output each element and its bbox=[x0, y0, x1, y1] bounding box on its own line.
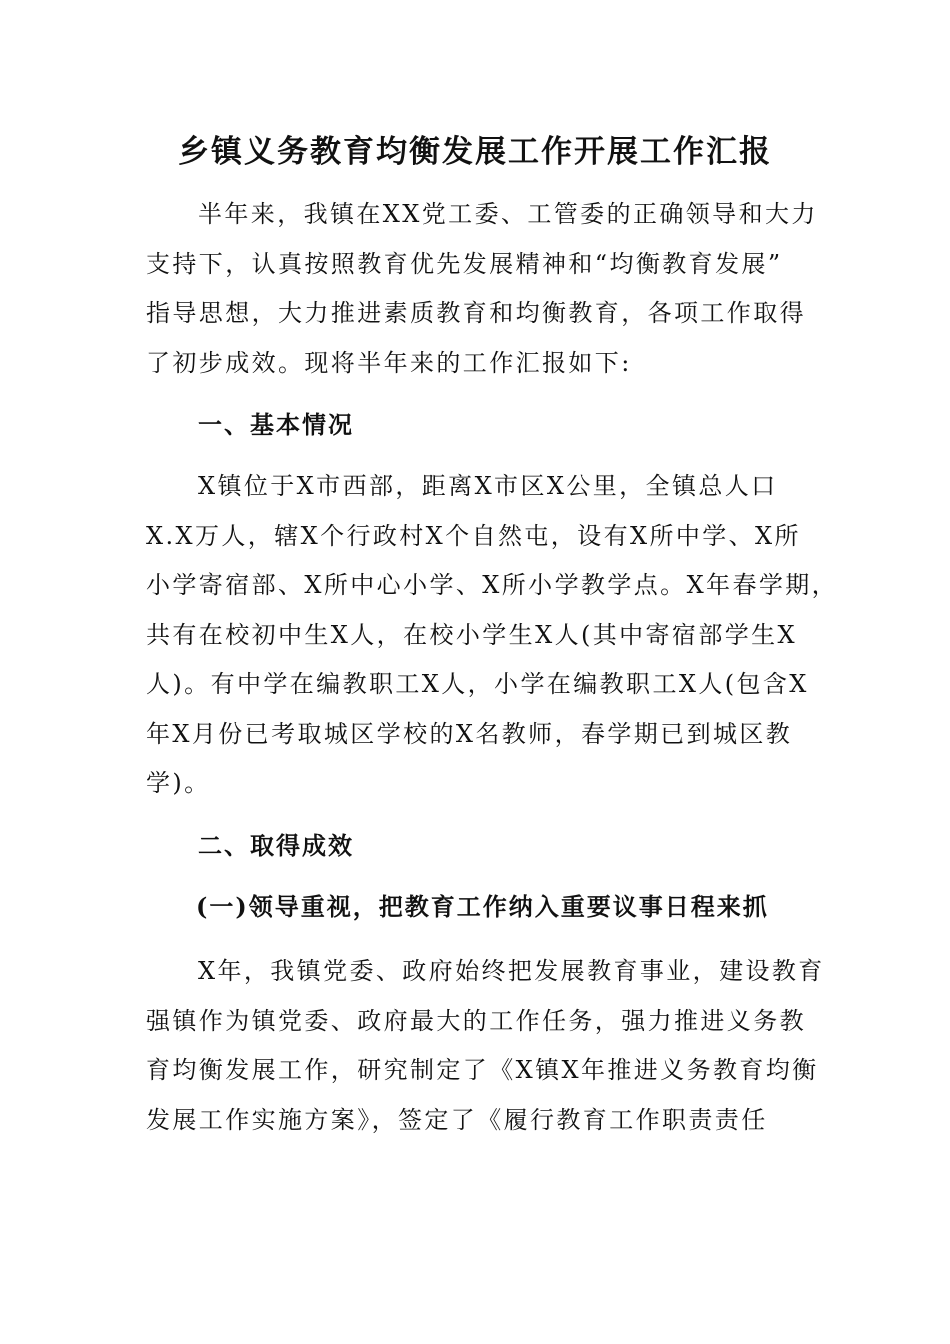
intro-line: 指导思想，大力推进素质教育和均衡教育，各项工作取得 bbox=[146, 299, 806, 327]
leadership-line: 育均衡发展工作，研究制定了《X镇X年推进义务教育均衡 bbox=[146, 1056, 819, 1084]
intro-line: 半年来，我镇在XX党工委、工管委的正确领导和大力 bbox=[198, 200, 818, 228]
section-heading-achievements: 二、取得成效 bbox=[198, 831, 354, 860]
basic-situation-line: 共有在校初中生X人，在校小学生X人(其中寄宿部学生X bbox=[146, 620, 798, 649]
basic-situation-paragraph bbox=[146, 462, 839, 809]
leadership-line: 发展工作实施方案》，签定了《履行教育工作职责责任 bbox=[146, 1105, 768, 1134]
basic-situation-line: 学)。 bbox=[146, 769, 211, 797]
intro-line: 了初步成效。现将半年来的工作汇报如下: bbox=[146, 348, 632, 377]
subsection-heading-leadership: (一)领导重视，把教育工作纳入重要议事日程来抓 bbox=[196, 892, 769, 921]
basic-situation-line: 年X月份已考取城区学校的X名教师，春学期已到城区教 bbox=[146, 719, 793, 748]
document-title: 乡镇义务教育均衡发展工作开展工作汇报 bbox=[178, 134, 772, 170]
leadership-paragraph bbox=[146, 947, 825, 1145]
intro-line: 支持下，认真按照教育优先发展精神和“均衡教育发展” bbox=[146, 249, 783, 278]
section-heading-basic-situation: 一、基本情况 bbox=[198, 410, 354, 439]
leadership-line: X年，我镇党委、政府始终把发展教育事业，建设教育 bbox=[198, 957, 825, 985]
leadership-line: 强镇作为镇党委、政府最大的工作任务，强力推进义务教 bbox=[146, 1006, 806, 1035]
intro-paragraph bbox=[146, 190, 818, 388]
basic-situation-line: X.X万人，辖X个行政村X个自然屯，设有X所中学、X所 bbox=[146, 521, 801, 550]
basic-situation-line: 人)。有中学在编教职工X人，小学在编教职工X人(包含X bbox=[146, 670, 809, 698]
basic-situation-line: 小学寄宿部、X所中心小学、X所小学教学点。X年春学期， bbox=[146, 571, 839, 599]
basic-situation-line: X镇位于X市西部，距离X市区X公里，全镇总人口 bbox=[198, 472, 778, 500]
